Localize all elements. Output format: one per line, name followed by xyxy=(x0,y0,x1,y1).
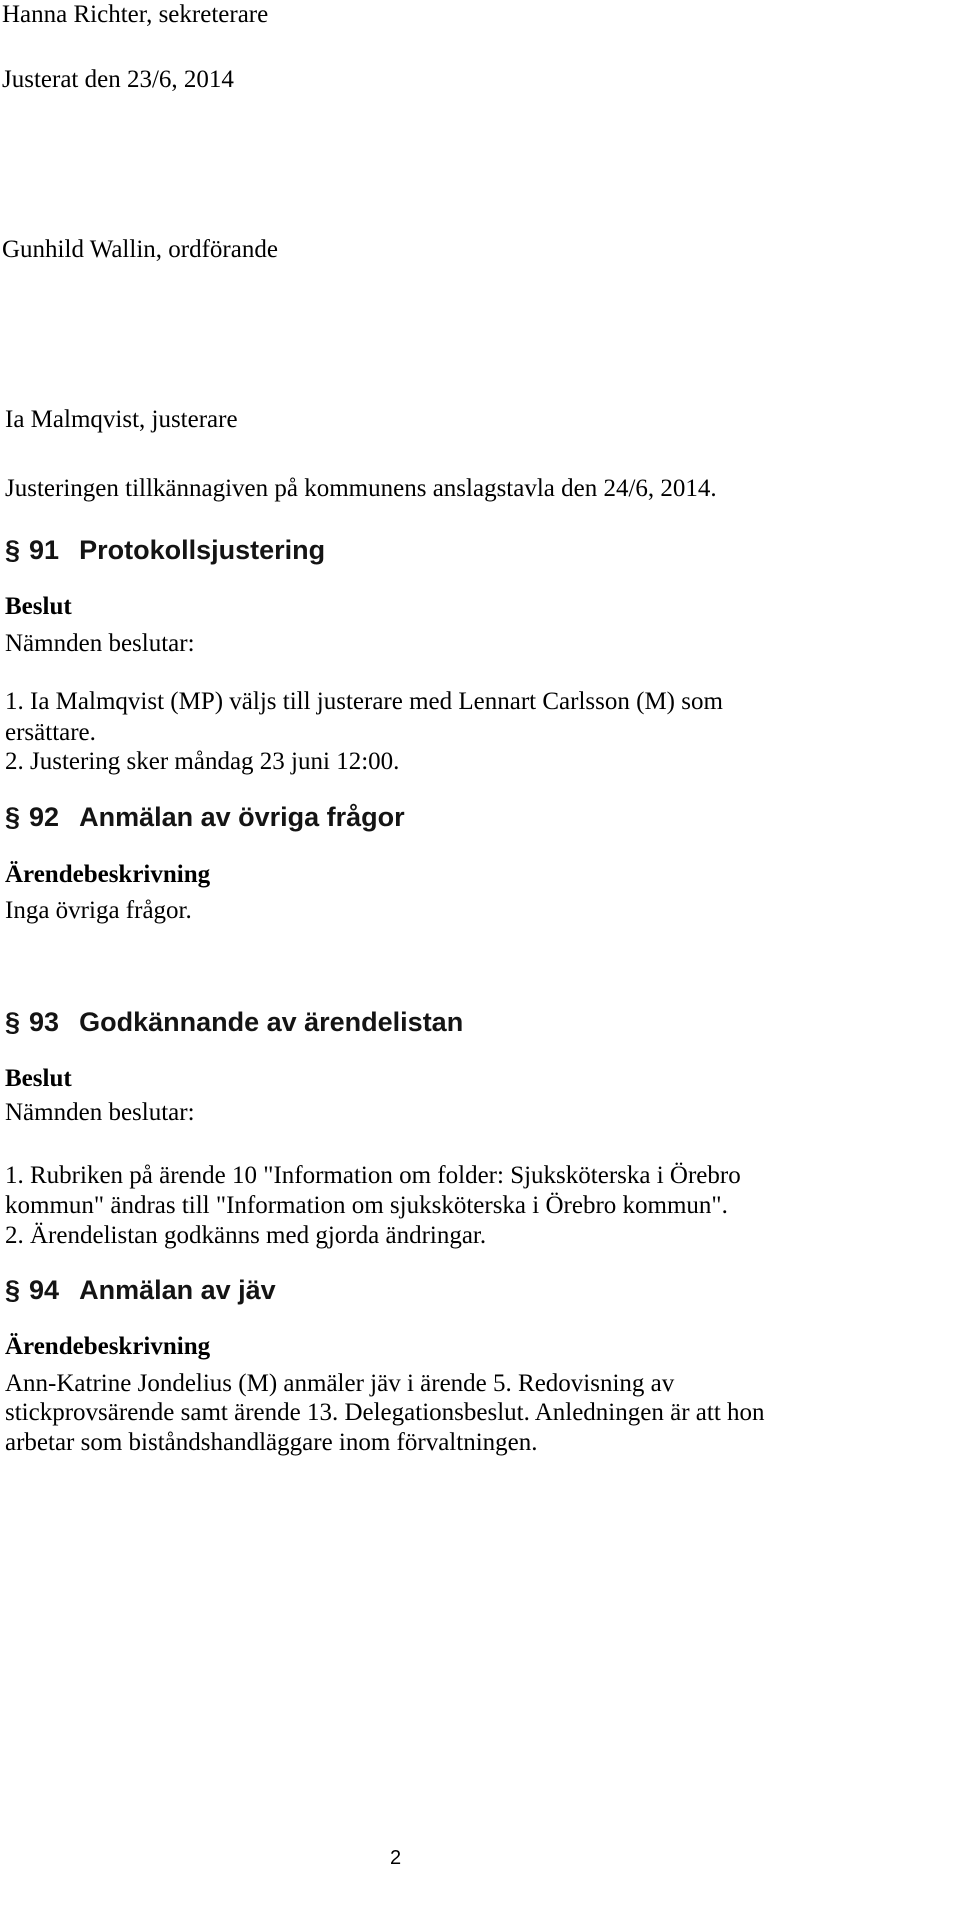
decision-line: ersättare. xyxy=(5,719,96,746)
secretary-signature: Hanna Richter, sekreterare xyxy=(2,1,269,28)
description-line: Inga övriga frågor. xyxy=(5,897,192,924)
section-subheading: Beslut xyxy=(5,1065,72,1092)
section-number: 92 xyxy=(29,802,60,832)
section-heading-93 xyxy=(5,1005,463,1039)
decision-line: 2. Justering sker måndag 23 juni 12:00. xyxy=(5,748,400,775)
decision-intro: Nämnden beslutar: xyxy=(5,1099,195,1126)
page-number: 2 xyxy=(390,1847,402,1869)
adjuster-signature: Ia Malmqvist, justerare xyxy=(5,406,238,433)
section-number: 91 xyxy=(29,535,60,565)
section-subheading: Ärendebeskrivning xyxy=(5,1333,211,1360)
section-symbol: § xyxy=(5,1275,21,1305)
description-line: Ann-Katrine Jondelius (M) anmäler jäv i ärende 5. Redovisning av xyxy=(5,1370,675,1397)
adjusted-date: Justerat den 23/6, 2014 xyxy=(2,66,234,93)
section-heading-91 xyxy=(5,533,325,567)
section-subheading: Ärendebeskrivning xyxy=(5,861,211,888)
section-title: Anmälan av övriga frågor xyxy=(79,802,405,832)
section-title: Godkännande av ärendelistan xyxy=(79,1007,464,1037)
section-title: Anmälan av jäv xyxy=(79,1275,276,1305)
section-symbol: § xyxy=(5,535,21,565)
decision-line: 1. Ia Malmqvist (MP) väljs till justerare med Lennart Carlsson (M) som xyxy=(5,688,723,715)
decision-line: 2. Ärendelistan godkänns med gjorda ändringar. xyxy=(5,1222,487,1249)
section-number: 93 xyxy=(29,1007,60,1037)
announcement-text: Justeringen tillkännagiven på kommunens anslagstavla den 24/6, 2014. xyxy=(5,475,717,502)
decision-intro: Nämnden beslutar: xyxy=(5,630,195,657)
section-heading-94 xyxy=(5,1273,276,1307)
section-subheading: Beslut xyxy=(5,593,72,620)
section-symbol: § xyxy=(5,802,21,832)
description-line: stickprovsärende samt ärende 13. Delegationsbeslut. Anledningen är att hon xyxy=(5,1399,765,1426)
section-title: Protokollsjustering xyxy=(79,535,326,565)
decision-line: 1. Rubriken på ärende 10 "Information om folder: Sjuksköterska i Örebro xyxy=(5,1162,741,1189)
section-number: 94 xyxy=(29,1275,60,1305)
section-heading-92 xyxy=(5,800,405,834)
chair-signature: Gunhild Wallin, ordförande xyxy=(2,236,278,263)
decision-line: kommun" ändras till "Information om sjuksköterska i Örebro kommun". xyxy=(5,1192,728,1219)
description-line: arbetar som biståndshandläggare inom förvaltningen. xyxy=(5,1429,538,1456)
section-symbol: § xyxy=(5,1007,21,1037)
